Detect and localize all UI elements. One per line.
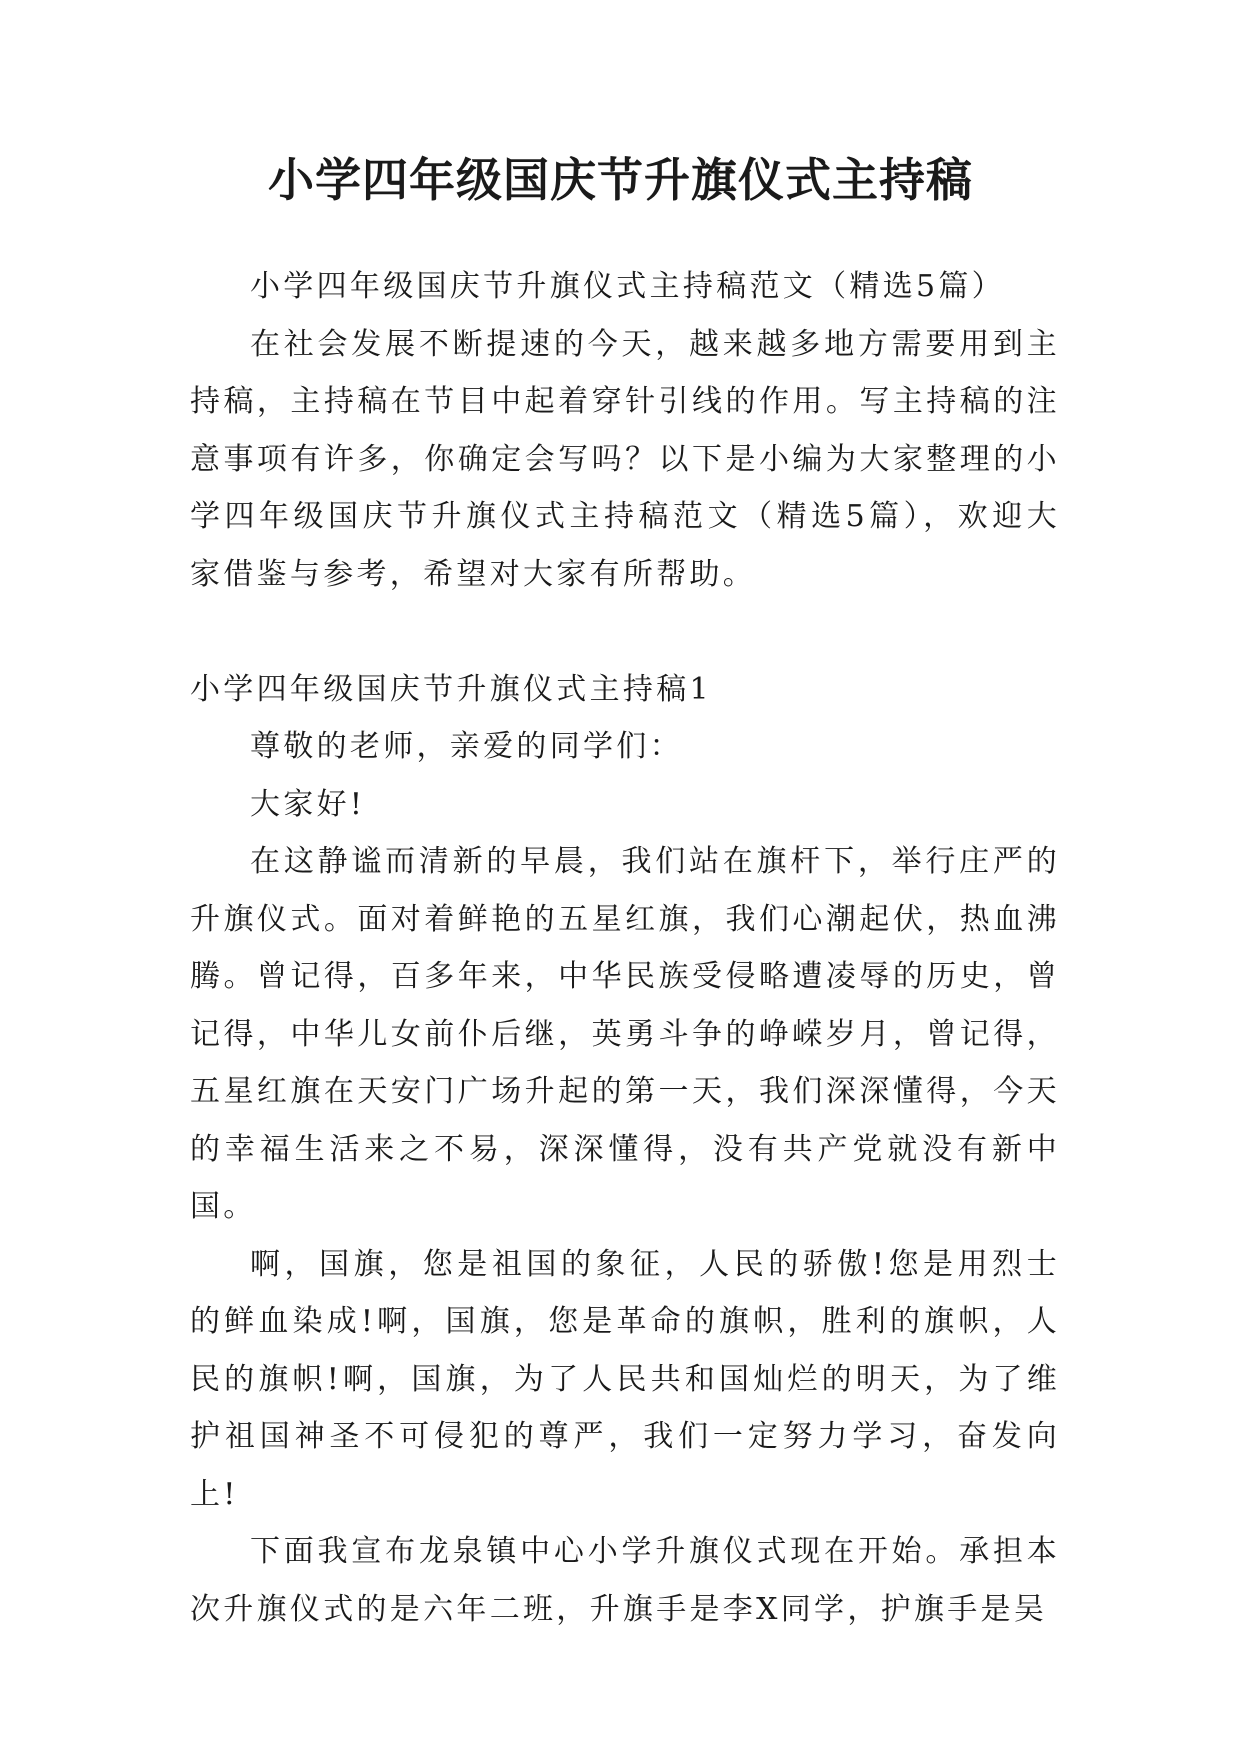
- body-paragraph: 啊，国旗，您是祖国的象征，人民的骄傲!您是用烈士的鲜血染成!啊，国旗，您是革命的旗帜，胜利的旗帜，人民的旗帜!啊，国旗，为了人民共和国灿烂的明天，为了维护祖国神圣不可侵犯的尊严，我们一定努力学习，奋发向上!: [190, 1246, 1060, 1512]
- greeting: 大家好!: [250, 786, 366, 822]
- document-body: [190, 258, 1060, 1638]
- body-paragraph: 在这静谧而清新的早晨，我们站在旗杆下，举行庄严的升旗仪式。面对着鲜艳的五星红旗，我们心潮起伏，热血沸腾。曾记得，百多年来，中华民族受侵略遭凌辱的历史，曾记得，中华儿女前仆后继，英勇斗争的峥嵘岁月，曾记得，五星红旗在天安门广场升起的第一天，我们深深懂得，今天的幸福生活来之不易，深深懂得，没有共产党就没有新中国。: [190, 844, 1060, 1224]
- intro-paragraph: 在社会发展不断提速的今天，越来越多地方需要用到主持稿，主持稿在节目中起着穿针引线的作用。写主持稿的注意事项有许多，你确定会写吗？以下是小编为大家整理的小学四年级国庆节升旗仪式主持稿范文（精选5篇），欢迎大家借鉴与参考，希望对大家有所帮助。: [190, 326, 1060, 592]
- body-paragraph: 下面我宣布龙泉镇中心小学升旗仪式现在开始。承担本次升旗仪式的是六年二班，升旗手是李X同学，护旗手是吴: [190, 1534, 1060, 1627]
- document-title: 小学四年级国庆节升旗仪式主持稿: [268, 153, 973, 207]
- section-heading: 小学四年级国庆节升旗仪式主持稿1: [190, 671, 712, 707]
- salutation: 尊敬的老师，亲爱的同学们：: [250, 729, 683, 764]
- document-subtitle: 小学四年级国庆节升旗仪式主持稿范文（精选5篇）: [250, 269, 1005, 304]
